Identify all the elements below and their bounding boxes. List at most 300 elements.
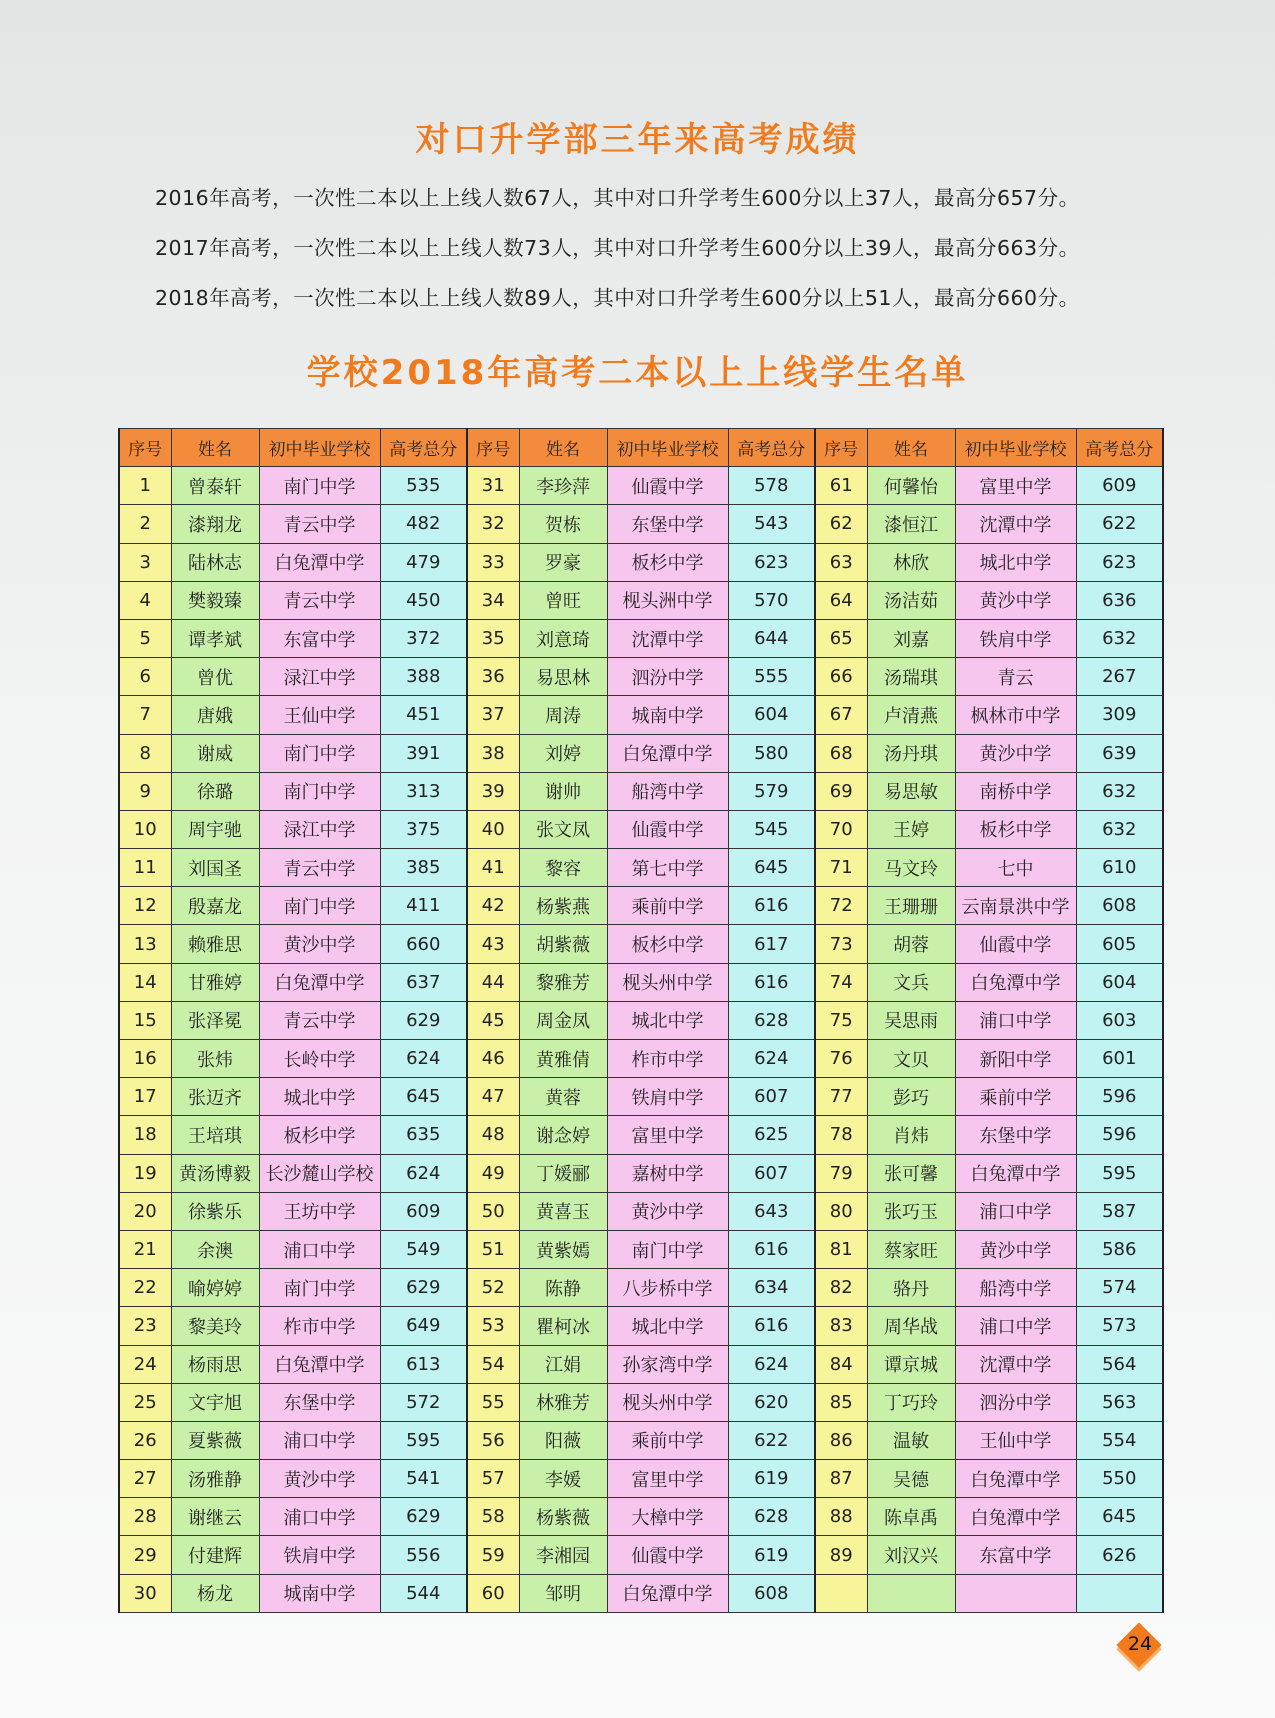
- cell-score: 604: [1076, 963, 1163, 1001]
- cell-index: 1: [119, 467, 171, 505]
- cell-name: 曾泰轩: [171, 467, 259, 505]
- cell-index: 67: [815, 696, 867, 734]
- cell-score: 595: [380, 1421, 467, 1459]
- table-row: [119, 772, 1163, 810]
- cell-score: 549: [380, 1230, 467, 1268]
- cell-school: 沈潭中学: [607, 619, 728, 657]
- cell-score: 563: [1076, 1383, 1163, 1421]
- cell-school: 乘前中学: [955, 1078, 1076, 1116]
- cell-school: 白兔潭中学: [955, 963, 1076, 1001]
- cell-name: 曾旺: [519, 581, 607, 619]
- cell-name: 黄雅倩: [519, 1040, 607, 1078]
- cell-index: 68: [815, 734, 867, 772]
- cell-index: 63: [815, 543, 867, 581]
- cell-index: 76: [815, 1040, 867, 1078]
- cell-name: 彭巧: [867, 1078, 955, 1116]
- cell-school: 黄沙中学: [259, 1460, 380, 1498]
- cell-name: 夏紫薇: [171, 1421, 259, 1459]
- cell-index: 12: [119, 887, 171, 925]
- cell-school: 浦口中学: [259, 1230, 380, 1268]
- cell-name: 谭孝斌: [171, 619, 259, 657]
- table-header-row: [119, 429, 1163, 467]
- cell-index: 59: [467, 1536, 519, 1574]
- cell-name: 杨雨思: [171, 1345, 259, 1383]
- cell-score: 385: [380, 849, 467, 887]
- cell-school: 城北中学: [955, 543, 1076, 581]
- cell-school: 板杉中学: [955, 810, 1076, 848]
- cell-school: 七中: [955, 849, 1076, 887]
- cell-index: 87: [815, 1460, 867, 1498]
- table-row: [119, 1269, 1163, 1307]
- cell-score: 616: [728, 887, 815, 925]
- cell-score: 587: [1076, 1192, 1163, 1230]
- table-row: [119, 1383, 1163, 1421]
- cell-name: 马文玲: [867, 849, 955, 887]
- cell-school: 乘前中学: [607, 1421, 728, 1459]
- cell-name: 王婷: [867, 810, 955, 848]
- cell-score: 550: [1076, 1460, 1163, 1498]
- cell-name: 吴德: [867, 1460, 955, 1498]
- cell-score: 545: [728, 810, 815, 848]
- cell-school: 云南景洪中学: [955, 887, 1076, 925]
- cell-score: 637: [380, 963, 467, 1001]
- cell-name: 漆恒江: [867, 505, 955, 543]
- cell-name: 文兵: [867, 963, 955, 1001]
- cell-score: 313: [380, 772, 467, 810]
- cell-name: 张巧玉: [867, 1192, 955, 1230]
- header-school: 初中毕业学校: [259, 429, 380, 467]
- cell-score: 634: [728, 1269, 815, 1307]
- cell-school: 东堡中学: [259, 1383, 380, 1421]
- cell-index: 25: [119, 1383, 171, 1421]
- cell-school: 白兔潭中学: [259, 963, 380, 1001]
- cell-index: 26: [119, 1421, 171, 1459]
- cell-score: 632: [1076, 810, 1163, 848]
- cell-index: 53: [467, 1307, 519, 1345]
- cell-school: 浦口中学: [259, 1421, 380, 1459]
- cell-name: 黎雅芳: [519, 963, 607, 1001]
- cell-score: 450: [380, 581, 467, 619]
- cell-school: 泗汾中学: [607, 658, 728, 696]
- cell-school: 柞市中学: [259, 1307, 380, 1345]
- cell-school: 沈潭中学: [955, 505, 1076, 543]
- cell-index: 84: [815, 1345, 867, 1383]
- table-row: [119, 1536, 1163, 1574]
- cell-score: 620: [728, 1383, 815, 1421]
- header-score: 高考总分: [728, 429, 815, 467]
- table-row: [119, 1345, 1163, 1383]
- cell-index: 61: [815, 467, 867, 505]
- cell-index: 49: [467, 1154, 519, 1192]
- cell-score: 626: [1076, 1536, 1163, 1574]
- cell-score: 579: [728, 772, 815, 810]
- cell-school: 八步桥中学: [607, 1269, 728, 1307]
- cell-index: 11: [119, 849, 171, 887]
- cell-school: 白兔潭中学: [259, 543, 380, 581]
- cell-school: 青云中学: [259, 849, 380, 887]
- cell-school: 黄沙中学: [607, 1192, 728, 1230]
- cell-index: 35: [467, 619, 519, 657]
- table-row: [119, 581, 1163, 619]
- cell-index: 70: [815, 810, 867, 848]
- cell-score: 617: [728, 925, 815, 963]
- cell-score: 608: [728, 1574, 815, 1612]
- cell-index: 43: [467, 925, 519, 963]
- cell-score: 596: [1076, 1078, 1163, 1116]
- table-row: [119, 925, 1163, 963]
- cell-score: 616: [728, 963, 815, 1001]
- cell-score: 555: [728, 658, 815, 696]
- cell-score: 309: [1076, 696, 1163, 734]
- cell-score: 632: [1076, 619, 1163, 657]
- cell-name: 胡蓉: [867, 925, 955, 963]
- cell-school: 浦口中学: [955, 1001, 1076, 1039]
- header-name: 姓名: [171, 429, 259, 467]
- header-name: 姓名: [519, 429, 607, 467]
- table-row: [119, 1078, 1163, 1116]
- cell-name: [867, 1574, 955, 1612]
- cell-index: 88: [815, 1498, 867, 1536]
- cell-school: 板杉中学: [259, 1116, 380, 1154]
- cell-index: 10: [119, 810, 171, 848]
- cell-name: 徐紫乐: [171, 1192, 259, 1230]
- table-row: [119, 1574, 1163, 1612]
- cell-name: 王培琪: [171, 1116, 259, 1154]
- cell-school: 南门中学: [607, 1230, 728, 1268]
- table-row: [119, 963, 1163, 1001]
- cell-name: 罗豪: [519, 543, 607, 581]
- table-row: [119, 1154, 1163, 1192]
- cell-score: 603: [1076, 1001, 1163, 1039]
- cell-score: 643: [728, 1192, 815, 1230]
- cell-index: 77: [815, 1078, 867, 1116]
- cell-score: 639: [1076, 734, 1163, 772]
- cell-index: 40: [467, 810, 519, 848]
- cell-name: 易思敏: [867, 772, 955, 810]
- cell-score: 644: [728, 619, 815, 657]
- cell-school: 柞市中学: [607, 1040, 728, 1078]
- cell-score: 613: [380, 1345, 467, 1383]
- header-score: 高考总分: [380, 429, 467, 467]
- cell-score: 572: [380, 1383, 467, 1421]
- cell-index: 2: [119, 505, 171, 543]
- cell-score: 604: [728, 696, 815, 734]
- cell-index: 86: [815, 1421, 867, 1459]
- cell-name: 张炜: [171, 1040, 259, 1078]
- cell-score: 578: [728, 467, 815, 505]
- cell-index: 56: [467, 1421, 519, 1459]
- cell-index: 50: [467, 1192, 519, 1230]
- cell-name: 刘国圣: [171, 849, 259, 887]
- cell-name: 刘嘉: [867, 619, 955, 657]
- cell-index: 18: [119, 1116, 171, 1154]
- cell-score: 372: [380, 619, 467, 657]
- cell-school: 长沙麓山学校: [259, 1154, 380, 1192]
- cell-school: 铁肩中学: [607, 1078, 728, 1116]
- cell-index: 36: [467, 658, 519, 696]
- cell-index: 55: [467, 1383, 519, 1421]
- cell-school: 白兔潭中学: [607, 1574, 728, 1612]
- cell-school: 浦口中学: [259, 1498, 380, 1536]
- cell-score: 541: [380, 1460, 467, 1498]
- cell-school: 青云: [955, 658, 1076, 696]
- cell-school: 枧头州中学: [607, 1383, 728, 1421]
- cell-index: 65: [815, 619, 867, 657]
- cell-score: 610: [1076, 849, 1163, 887]
- cell-score: 595: [1076, 1154, 1163, 1192]
- cell-index: 58: [467, 1498, 519, 1536]
- cell-name: 杨龙: [171, 1574, 259, 1612]
- cell-score: 573: [1076, 1307, 1163, 1345]
- cell-score: 629: [380, 1001, 467, 1039]
- cell-score: 554: [1076, 1421, 1163, 1459]
- table-row: [119, 1230, 1163, 1268]
- cell-index: 8: [119, 734, 171, 772]
- cell-score: 391: [380, 734, 467, 772]
- cell-name: 王珊珊: [867, 887, 955, 925]
- table-row: [119, 696, 1163, 734]
- cell-score: 607: [728, 1078, 815, 1116]
- cell-school: 富里中学: [607, 1116, 728, 1154]
- cell-index: 32: [467, 505, 519, 543]
- cell-index: 78: [815, 1116, 867, 1154]
- cell-score: 624: [380, 1040, 467, 1078]
- cell-name: 阳薇: [519, 1421, 607, 1459]
- cell-score: 564: [1076, 1345, 1163, 1383]
- cell-index: 16: [119, 1040, 171, 1078]
- cell-school: 长岭中学: [259, 1040, 380, 1078]
- cell-name: 李湘园: [519, 1536, 607, 1574]
- cell-name: 张迈齐: [171, 1078, 259, 1116]
- cell-index: 82: [815, 1269, 867, 1307]
- cell-score: 622: [1076, 505, 1163, 543]
- cell-index: 6: [119, 658, 171, 696]
- cell-index: 33: [467, 543, 519, 581]
- cell-index: 24: [119, 1345, 171, 1383]
- cell-school: 第七中学: [607, 849, 728, 887]
- cell-index: 37: [467, 696, 519, 734]
- cell-school: 仙霞中学: [955, 925, 1076, 963]
- cell-index: 9: [119, 772, 171, 810]
- cell-score: 619: [728, 1460, 815, 1498]
- cell-school: 浦口中学: [955, 1307, 1076, 1345]
- table-row: [119, 1498, 1163, 1536]
- cell-school: 板杉中学: [607, 543, 728, 581]
- cell-index: [815, 1574, 867, 1612]
- cell-score: 629: [380, 1269, 467, 1307]
- cell-index: 41: [467, 849, 519, 887]
- cell-name: 喻婷婷: [171, 1269, 259, 1307]
- page-number: 24: [1127, 1633, 1153, 1655]
- header-index: 序号: [119, 429, 171, 467]
- cell-name: 曾优: [171, 658, 259, 696]
- cell-name: 汤雅静: [171, 1460, 259, 1498]
- cell-name: 刘意琦: [519, 619, 607, 657]
- cell-name: 肖炜: [867, 1116, 955, 1154]
- cell-school: 南门中学: [259, 772, 380, 810]
- cell-score: 607: [728, 1154, 815, 1192]
- cell-school: 王坊中学: [259, 1192, 380, 1230]
- cell-school: 铁肩中学: [259, 1536, 380, 1574]
- cell-score: 570: [728, 581, 815, 619]
- cell-name: 黄喜玉: [519, 1192, 607, 1230]
- cell-school: 黄沙中学: [955, 581, 1076, 619]
- cell-school: 王仙中学: [955, 1421, 1076, 1459]
- cell-school: 东富中学: [259, 619, 380, 657]
- cell-name: 吴思雨: [867, 1001, 955, 1039]
- cell-score: 605: [1076, 925, 1163, 963]
- cell-school: 东富中学: [955, 1536, 1076, 1574]
- cell-name: 张泽冕: [171, 1001, 259, 1039]
- cell-school: 城南中学: [607, 696, 728, 734]
- cell-index: 52: [467, 1269, 519, 1307]
- table-row: [119, 543, 1163, 581]
- cell-school: 渌江中学: [259, 810, 380, 848]
- cell-index: 28: [119, 1498, 171, 1536]
- cell-score: 601: [1076, 1040, 1163, 1078]
- cell-score: 622: [728, 1421, 815, 1459]
- cell-school: 南门中学: [259, 467, 380, 505]
- cell-score: 375: [380, 810, 467, 848]
- table-row: [119, 734, 1163, 772]
- cell-name: 陈卓禹: [867, 1498, 955, 1536]
- cell-index: 4: [119, 581, 171, 619]
- cell-school: 枫林市中学: [955, 696, 1076, 734]
- cell-name: 黄紫嫣: [519, 1230, 607, 1268]
- cell-school: 孙家湾中学: [607, 1345, 728, 1383]
- header-index: 序号: [815, 429, 867, 467]
- cell-name: 汤洁茹: [867, 581, 955, 619]
- cell-score: 629: [380, 1498, 467, 1536]
- list-title: 学校2018年高考二本以上上线学生名单: [306, 353, 969, 393]
- table-row: [119, 619, 1163, 657]
- table-row: [119, 887, 1163, 925]
- cell-school: 青云中学: [259, 1001, 380, 1039]
- cell-school: 板杉中学: [607, 925, 728, 963]
- cell-name: 江娟: [519, 1345, 607, 1383]
- cell-name: 付建辉: [171, 1536, 259, 1574]
- cell-name: 骆丹: [867, 1269, 955, 1307]
- cell-score: 645: [1076, 1498, 1163, 1536]
- cell-score: 451: [380, 696, 467, 734]
- cell-school: 南门中学: [259, 1269, 380, 1307]
- cell-name: 谭京城: [867, 1345, 955, 1383]
- cell-index: 17: [119, 1078, 171, 1116]
- table-row: [119, 1001, 1163, 1039]
- page-number-badge: [1117, 1623, 1163, 1669]
- header-school: 初中毕业学校: [607, 429, 728, 467]
- cell-school: 南桥中学: [955, 772, 1076, 810]
- header-score: 高考总分: [1076, 429, 1163, 467]
- cell-index: 54: [467, 1345, 519, 1383]
- cell-index: 30: [119, 1574, 171, 1612]
- cell-name: 谢威: [171, 734, 259, 772]
- cell-score: [1076, 1574, 1163, 1612]
- result-2016: 2016年高考，一次性二本以上上线人数67人，其中对口升学考生600分以上37人，最高分657分。: [155, 186, 1080, 210]
- cell-school: 白兔潭中学: [955, 1498, 1076, 1536]
- cell-index: 45: [467, 1001, 519, 1039]
- cell-school: 浦口中学: [955, 1192, 1076, 1230]
- cell-school: 泗汾中学: [955, 1383, 1076, 1421]
- cell-index: 20: [119, 1192, 171, 1230]
- cell-index: 22: [119, 1269, 171, 1307]
- cell-index: 19: [119, 1154, 171, 1192]
- cell-index: 72: [815, 887, 867, 925]
- cell-name: 周宇驰: [171, 810, 259, 848]
- table-row: [119, 467, 1163, 505]
- cell-school: 青云中学: [259, 505, 380, 543]
- cell-name: 林雅芳: [519, 1383, 607, 1421]
- cell-school: 富里中学: [607, 1460, 728, 1498]
- header-school: 初中毕业学校: [955, 429, 1076, 467]
- cell-score: 388: [380, 658, 467, 696]
- cell-name: 张可馨: [867, 1154, 955, 1192]
- cell-score: 596: [1076, 1116, 1163, 1154]
- cell-score: 636: [1076, 581, 1163, 619]
- cell-name: 殷嘉龙: [171, 887, 259, 925]
- cell-name: 温敏: [867, 1421, 955, 1459]
- cell-score: 479: [380, 543, 467, 581]
- result-2018: 2018年高考，一次性二本以上上线人数89人，其中对口升学考生600分以上51人，最高分660分。: [155, 286, 1080, 310]
- cell-name: 李珍萍: [519, 467, 607, 505]
- cell-name: 周华战: [867, 1307, 955, 1345]
- cell-index: 57: [467, 1460, 519, 1498]
- cell-name: 汤瑞琪: [867, 658, 955, 696]
- cell-name: 杨紫燕: [519, 887, 607, 925]
- cell-score: 609: [380, 1192, 467, 1230]
- cell-name: 黄汤博毅: [171, 1154, 259, 1192]
- cell-name: 何馨怡: [867, 467, 955, 505]
- cell-score: 628: [728, 1001, 815, 1039]
- results-summary: [155, 186, 1080, 336]
- cell-name: 甘雅婷: [171, 963, 259, 1001]
- cell-name: 周金凤: [519, 1001, 607, 1039]
- cell-score: 660: [380, 925, 467, 963]
- cell-name: 周涛: [519, 696, 607, 734]
- cell-name: 樊毅臻: [171, 581, 259, 619]
- cell-school: 白兔潭中学: [955, 1154, 1076, 1192]
- cell-index: 89: [815, 1536, 867, 1574]
- cell-school: 枧头洲中学: [607, 581, 728, 619]
- cell-name: 黎容: [519, 849, 607, 887]
- cell-index: 62: [815, 505, 867, 543]
- cell-index: 15: [119, 1001, 171, 1039]
- cell-name: 刘婷: [519, 734, 607, 772]
- cell-school: 城南中学: [259, 1574, 380, 1612]
- cell-name: 黄蓉: [519, 1078, 607, 1116]
- cell-name: 李媛: [519, 1460, 607, 1498]
- cell-index: 75: [815, 1001, 867, 1039]
- cell-score: 623: [728, 543, 815, 581]
- cell-school: 乘前中学: [607, 887, 728, 925]
- header-name: 姓名: [867, 429, 955, 467]
- cell-index: 47: [467, 1078, 519, 1116]
- cell-name: 文宇旭: [171, 1383, 259, 1421]
- cell-name: 唐娥: [171, 696, 259, 734]
- cell-name: 陈静: [519, 1269, 607, 1307]
- cell-index: 71: [815, 849, 867, 887]
- cell-school: 城北中学: [607, 1307, 728, 1345]
- cell-index: 83: [815, 1307, 867, 1345]
- cell-index: 73: [815, 925, 867, 963]
- cell-name: 谢念婷: [519, 1116, 607, 1154]
- cell-score: 632: [1076, 772, 1163, 810]
- cell-name: 易思林: [519, 658, 607, 696]
- cell-name: 胡紫薇: [519, 925, 607, 963]
- cell-name: 漆翔龙: [171, 505, 259, 543]
- cell-name: 汤丹琪: [867, 734, 955, 772]
- cell-index: 23: [119, 1307, 171, 1345]
